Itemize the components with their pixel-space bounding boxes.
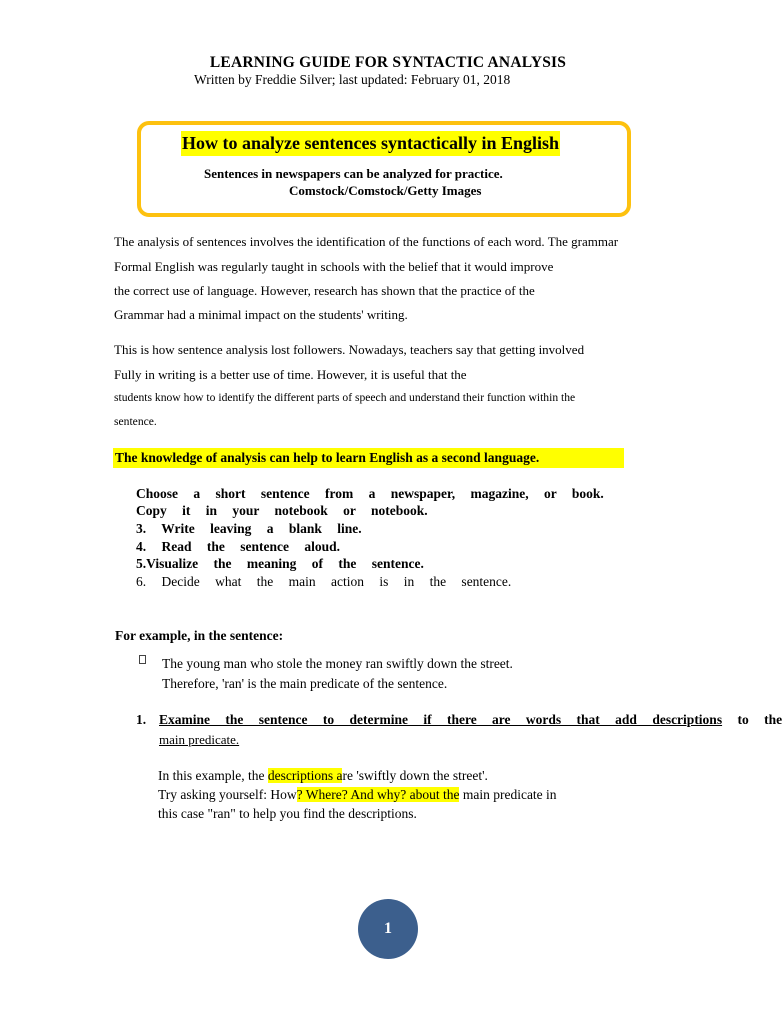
paragraph-line: the correct use of language. However, research has shown that the practice of the (114, 283, 535, 298)
point-text (159, 712, 782, 728)
paragraph-line: Grammar had a minimal impact on the students' writing. (114, 307, 408, 322)
example-conclusion: Therefore, 'ran' is the main predicate of the sentence. (162, 676, 448, 691)
point-number: 1. (136, 712, 147, 727)
explanation-line: Try asking yourself: How? Where? And why? about the main predicate in (158, 787, 557, 802)
highlighted-questions: ? Where? And why? about the (296, 787, 460, 802)
callout-credit: Comstock/Comstock/Getty Images (289, 183, 482, 198)
step-item: Choose a short sentence from a newspaper, magazine, or book. (136, 486, 604, 501)
point-text-line2: main predicate. (159, 732, 240, 747)
example-sentence: The young man who stole the money ran swiftly down the street. (162, 656, 513, 671)
explanation-line: this case "ran" to help you find the descriptions. (158, 806, 417, 821)
callout-caption: Sentences in newspapers can be analyzed for practice. (204, 166, 503, 181)
paragraph-line: This is how sentence analysis lost followers. Nowadays, teachers say that getting involved (114, 342, 585, 357)
paragraph-line: Fully in writing is a better use of time. However, it is useful that the (114, 367, 467, 382)
step-item: 6. Decide what the main action is in the sentence. (136, 574, 512, 589)
point-text-tail: to the (737, 712, 782, 727)
point-text-underlined: Examine the sentence to determine if there are words that add descriptions (159, 712, 723, 727)
byline: Written by Freddie Silver; last updated: February 01, 2018 (194, 72, 511, 87)
paragraph-line: Formal English was regularly taught in schools with the belief that it would improve (114, 259, 554, 274)
paragraph-line: The analysis of sentences involves the identification of the functions of each word. The grammar (114, 234, 619, 249)
example-heading: For example, in the sentence: (115, 628, 284, 643)
paragraph-line: sentence. (114, 415, 157, 428)
highlighted-term: descriptions a (267, 768, 343, 783)
step-item: 3. Write leaving a blank line. (136, 521, 362, 536)
callout-heading: How to analyze sentences syntactically in English (181, 131, 560, 156)
page-number-badge: 1 (358, 899, 418, 959)
point-text-continued (159, 732, 239, 748)
bullet-icon (139, 655, 146, 664)
step-item: 5.Visualize the meaning of the sentence. (136, 556, 424, 571)
highlighted-heading: The knowledge of analysis can help to learn English as a second language. (115, 450, 540, 465)
paragraph-line: students know how to identify the different parts of speech and understand their function within the (114, 391, 576, 404)
step-item: Copy it in your notebook or notebook. (136, 503, 428, 518)
step-item: 4. Read the sentence aloud. (136, 539, 340, 554)
document-title: LEARNING GUIDE FOR SYNTACTIC ANALYSIS (209, 54, 567, 71)
explanation-line: In this example, the descriptions are 'swiftly down the street'. (158, 768, 488, 783)
